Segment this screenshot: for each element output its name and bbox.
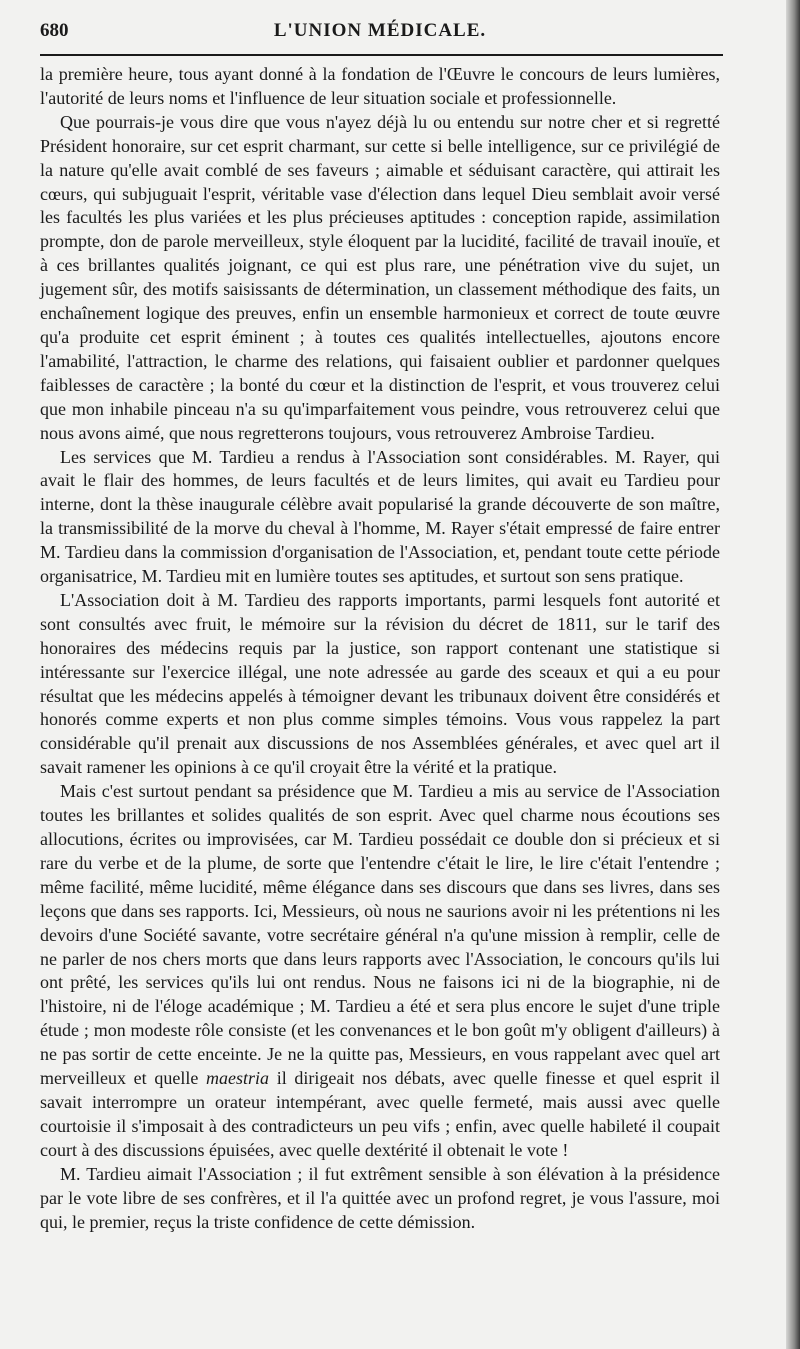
paragraph-text: Mais c'est surtout pendant sa présidence que M. Tardieu a mis au service de l'Association toutes les brillantes et solides qualités de son esprit. Avec quel charme nous écoutions ses allocutions, écrites ou improvisées, car M. Tardieu possédait ce double don si précieux et si rare du verbe et de la plume, de sorte que l'entendre c'était le lire, le lire c'était l'entendre ; même facilité, même lucidité, même élégance dans ses discours que dans ses livres, dans ses leçons que dans ses rapports. Ici, Messieurs, où nous ne saurions avoir ni les prétentions ni les devoirs d'une Société savante, votre secrétaire général n'a qu'une mission à remplir, celle de ne parler de nos chers morts que dans leurs rapports avec l'Association, le concours qu'ils lui ont prêté, les services qu'ils lui ont rendus. Nous ne faisons ici ni de la biographie, ni de l'histoire, ni de l'éloge académique ; M. Tardieu a été et sera plus encore le sujet d'une triple étude ; mon modeste rôle consiste (et les convenances et le bon goût m'y obligent d'ailleurs) à ne pas sortir de cette enceinte. Je ne la quitte pas, Messieurs, en vous rappelant avec quel art merveilleux et quelle <box>40 781 720 1089</box>
paragraph-4 <box>40 589 720 780</box>
paragraph-5 <box>40 780 720 1163</box>
italic-term: maestria <box>206 1068 270 1089</box>
page-header <box>40 18 720 48</box>
running-title: L'UNION MÉDICALE. <box>273 20 487 41</box>
scan-binding-edge <box>786 0 800 1349</box>
body-text <box>40 63 720 1234</box>
paragraph-text: la première heure, tous ayant donné à la fondation de l'Œuvre le concours de leurs lumières, l'autorité de leurs noms et l'influence de leur situation sociale et professionnelle. <box>40 64 720 108</box>
paragraph-6 <box>40 1163 720 1235</box>
paragraph-text: L'Association doit à M. Tardieu des rapports importants, parmi lesquels font autorité et sont consultés avec fruit, le mémoire sur la révision du décret de 1811, sur le tarif des honoraires des médecins requis par la justice, son rapport contenant une statistique si intéressante sur l'exercice illégal, une note adressée au garde des sceaux et qui a eu pour résultat que les médecins appelés à témoigner devant les tribunaux doivent être considérés et honorés comme experts et non plus comme simples témoins. Vous vous rappelez la part considérable qu'il prenait aux discussions de nos Assemblées générales, et avec quel art il savait ramener les opinions à ce qu'il croyait être la vérité et la pratique. <box>40 589 720 778</box>
paragraph-2 <box>40 111 720 446</box>
header-rule <box>40 54 723 56</box>
paragraph-1 <box>40 63 720 111</box>
paragraph-text: M. Tardieu aimait l'Association ; il fut extrêment sensible à son élévation à la présidence par le vote libre de ses confrères, et il l'a quittée avec un profond regret, je vous l'assure, moi qui, le premier, reçus la triste confidence de cette démission. <box>40 1163 720 1232</box>
paragraph-3 <box>40 446 720 589</box>
paragraph-text: Que pourrais-je vous dire que vous n'ayez déjà lu ou entendu sur notre cher et si regretté Président honoraire, sur cet esprit charmant, sur cette si belle intelligence, sur ce privilégié de la nature qu'elle avait comblé de ses faveurs ; aimable et séduisant caractère, qui attirait les cœurs, qui subjuguait l'esprit, véritable vase d'élection dans lequel Dieu semblait avoir versé les facultés les plus variées et les plus précieuses aptitudes : conception rapide, assimilation prompte, don de parole merveilleux, style éloquent par la lucidité, facilité de travail inouïe, et à ces brillantes qualités joignant, ce qui est plus rare, une pénétration vive du sujet, un jugement sûr, des motifs saisissants de détermination, un classement méthodique des faits, un enchaînement logique des preuves, enfin un ensemble harmonieux et correct de toute œuvre qu'a produite cet esprit éminent ; à toutes ces qualités intellectuelles, ajoutons encore l'amabilité, l'attraction, le charme des relations, qui faisaient oublier et pardonner quelques faiblesses de caractère ; la bonté du cœur et la distinction de l'esprit, et vous trouverez celui que mon inhabile pinceau n'a su qu'imparfaitement vous peindre, vous retrouverez celui que nous avons aimé, que nous regretterons toujours, vous retrouverez Ambroise Tardieu. <box>40 111 720 443</box>
page-number: 680 <box>40 20 69 41</box>
paragraph-text: il dirigeait nos débats, avec quelle finesse et quel esprit il savait interrompre un orateur intempérant, avec quelle fermeté, mais aussi avec quelle courtoisie il s'imposait à des contradicteurs un peu vifs ; enfin, avec quelle habileté il coupait court à des discussions épuisées, avec quelle dextérité il obtenait le vote ! <box>40 1068 721 1160</box>
paragraph-text: Les services que M. Tardieu a rendus à l'Association sont considérables. M. Rayer, qui avait le flair des hommes, de leurs facultés et de leurs limites, qui avait eu Tardieu pour interne, dont la thèse inaugurale célèbre avait popularisé la grande découverte de son maître, la transmissibilité de la morve du cheval à l'homme, M. Rayer s'était empressé de faire entrer M. Tardieu dans la commission d'organisation de l'Association, et, pendant toute cette période organisatrice, M. Tardieu mit en lumière toutes ses aptitudes, et surtout son sens pratique. <box>40 446 720 587</box>
